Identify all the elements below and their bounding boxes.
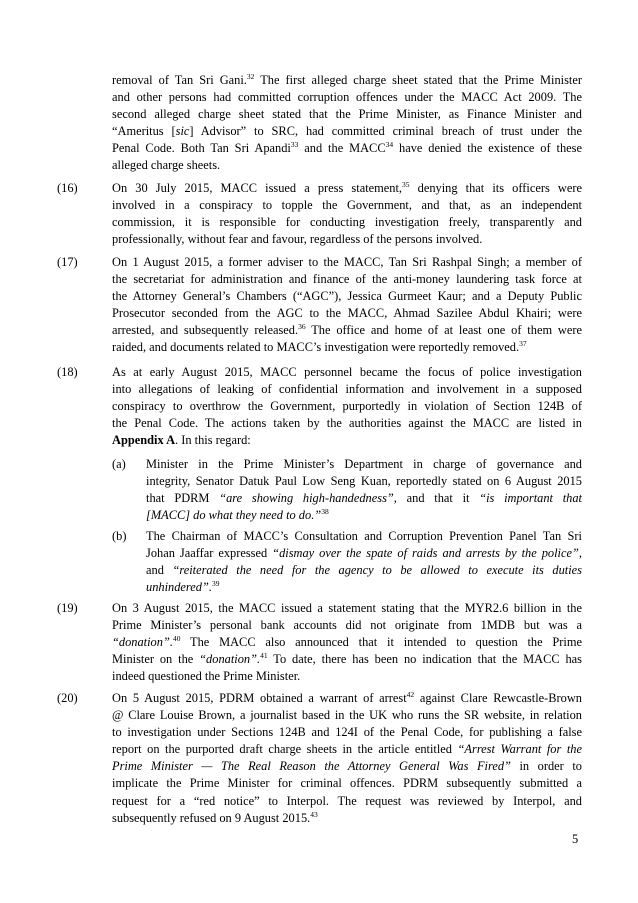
text-line: alleged charge sheets. bbox=[112, 158, 221, 173]
paragraph-number-19: (19) bbox=[57, 601, 78, 615]
footnote-ref[interactable]: 42 bbox=[406, 689, 415, 699]
text-line: and other persons had committed corruption offences under the MACC Act 2009. The bbox=[112, 90, 582, 105]
paragraph-number-18: (18) bbox=[57, 365, 78, 379]
footnote-ref[interactable]: 35 bbox=[402, 179, 410, 189]
text-line: Penal Code. Both Tan Sri Apandi$^{33}$ and the MACC$^{34}$ have denied the existence of these bbox=[112, 140, 582, 156]
footnote-ref[interactable]: 43 bbox=[310, 809, 318, 819]
text-line: second alleged charge sheet stated that the Prime Minister, as Finance Minister and bbox=[112, 107, 582, 122]
subitem-b: The Chairman of MACC’s Consultation and Corruption Prevention Panel Tan Sri Johan Jaaffar expressed “dismay over the spate of raids and arrests by the police”, and “reiterated the need for the agency to be allowed to execute its duties unhindered”.$^{39}$ bbox=[146, 529, 582, 595]
intro-paragraph bbox=[112, 72, 582, 175]
subitem-label-a: (a) bbox=[112, 457, 126, 471]
paragraph-16: On 30 July 2015, MACC issued a press statement,$^{35}$ denying that its officers were involved in a conspiracy to topple the Government, and that, as an independent commission, it is responsible for conducting investigation freely, transparently and professionally, without fear and favour, regardless of the persons involved. bbox=[112, 179, 582, 247]
paragraph-number-17: (17) bbox=[57, 255, 78, 269]
paragraph-20: On 5 August 2015, PDRM obtained a warrant of arrest$^{42}$ against Clare Rewcastle-Brown @ Clare Louise Brown, a journalist based in the UK who runs the SR website, in relation to investigation under Sections 124B and 124I of the Penal Code, for publishing a false report on the purported draft charge sheets in the article entitled “Arrest Warrant for the Prime Minister — The Real Reason the Attorney General Was Fired” in order to implicate the Prime Minister for criminal offences. PDRM subsequently submitted a request for a “red notice” to Interpol. The request was reviewed by Interpol, and subsequently refused on 9 August 2015.43 bbox=[112, 689, 582, 825]
footnote-ref[interactable]: 33 bbox=[290, 140, 299, 150]
footnote-ref[interactable]: 41 bbox=[260, 651, 268, 661]
footnote-ref[interactable]: 34 bbox=[385, 140, 394, 150]
footnote-ref[interactable]: 40 bbox=[172, 634, 181, 644]
footnote-ref[interactable]: 38 bbox=[321, 507, 329, 517]
paragraph-17: On 1 August 2015, a former adviser to the MACC, Tan Sri Rashpal Singh; a member of the secretariat for administration and finance of the anti-money laundering task force at the Attorney General’s Chambers (“AGC”), Jessica Gurmeet Kaur; and a Deputy Public Prosecutor seconded from the AGC to the MACC, Ahmad Sazilee Abdul Khairi; were arrested, and subsequently released.$^{36}$ The office and home of at least one of them were raided, and documents related to MACC’s investigation were reportedly removed.$^{37}$ bbox=[112, 255, 583, 355]
footnote-ref[interactable]: 39 bbox=[211, 579, 220, 589]
page-number: 5 bbox=[572, 832, 579, 846]
appendix-a-link[interactable]: Appendix A bbox=[112, 433, 176, 448]
footnote-ref[interactable]: 32 bbox=[246, 71, 255, 81]
subitem-a: Minister in the Prime Minister’s Department in charge of governance and integrity, Senator Datuk Paul Low Seng Kuan, reportedly stated on 6 August 2015 that PDRM “are showing high-handedness”, and that it “is important that [MACC] do what they need to do.”$^{38}$ bbox=[146, 457, 582, 523]
paragraph-18: As at early August 2015, MACC personnel became the focus of police investigation into allegations of leaking of confidential information and involvement in a supposed conspiracy to overthrow the Government, purportedly in violation of Section 124B of the Penal Code. The actions taken by the authorities against the MACC are listed in Appendix A. In this regard: bbox=[112, 365, 582, 448]
subitem-label-b: (b) bbox=[112, 529, 127, 543]
footnote-ref[interactable]: 37 bbox=[519, 339, 527, 349]
footnote-ref[interactable]: 36 bbox=[298, 322, 306, 332]
paragraph-number-16: (16) bbox=[57, 181, 78, 195]
text-line: “Ameritus [sic] Advisor” to SRC, had committed criminal breach of trust under the bbox=[112, 124, 582, 139]
paragraph-number-20: (20) bbox=[57, 691, 78, 705]
text-line: removal of Tan Sri Gani.$^{32}$ The first alleged charge sheet stated that the Prime Minister bbox=[112, 71, 582, 87]
paragraph-19: On 3 August 2015, the MACC issued a statement stating that the MYR2.6 billion in the Prime Minister’s personal bank accounts did not originate from 1MDB but was a “donation”.$^{40}$ The MACC also announced that it intended to question the Prime Minister on the “donation”.$^{41}$ To date, there has been no indication that the MACC has indeed questioned the Prime Minister. bbox=[112, 601, 582, 684]
